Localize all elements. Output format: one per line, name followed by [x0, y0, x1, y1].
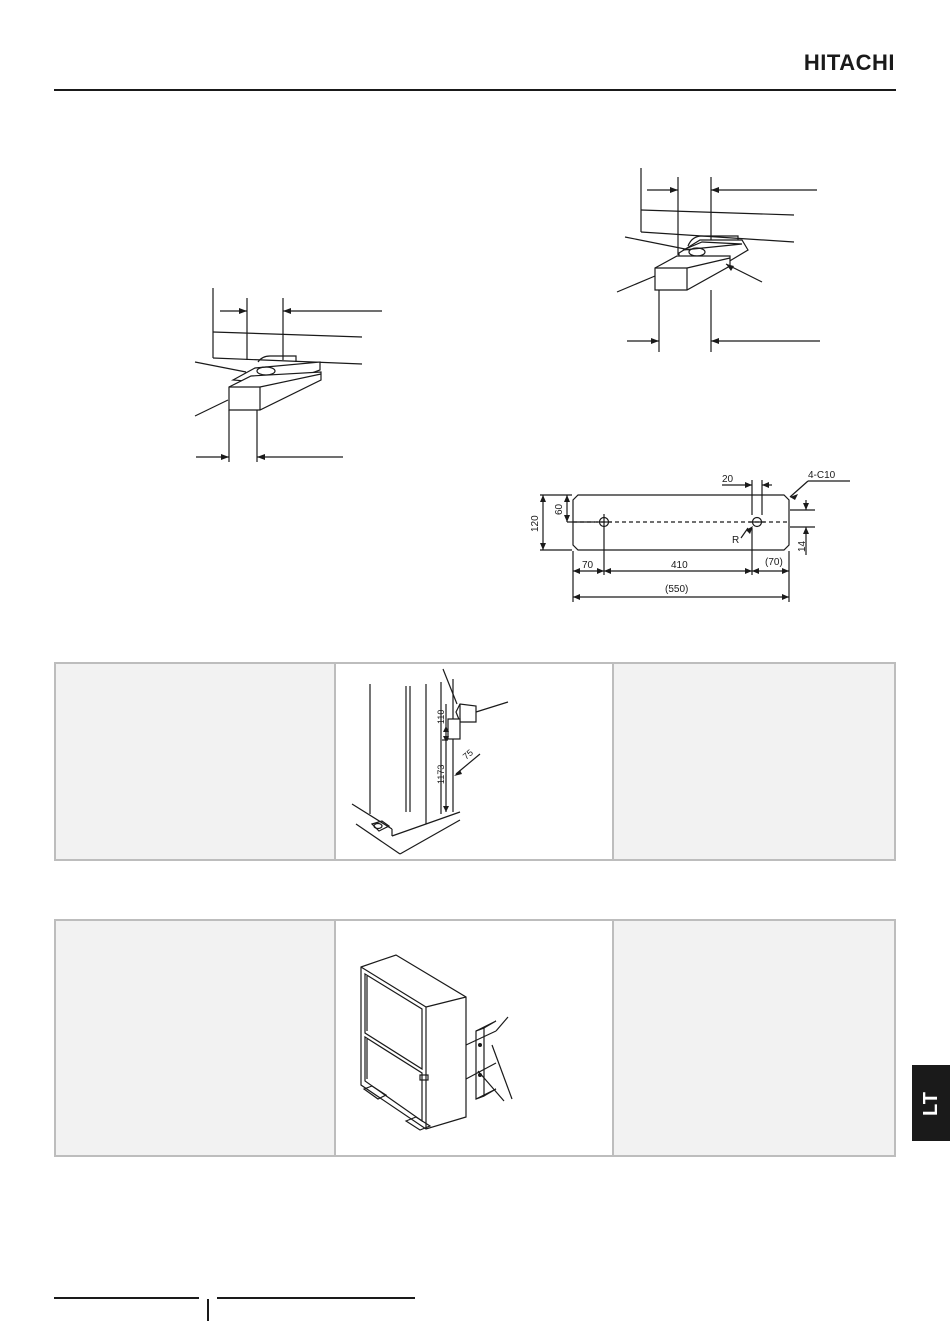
dim-right-margin-label: (70): [765, 557, 783, 568]
dim-top-label: 20: [722, 474, 734, 485]
section-tab: [912, 1065, 950, 1141]
dim-offset-label: 75: [460, 747, 475, 762]
header-rule: [54, 89, 896, 91]
right-mounting-hole: [753, 518, 762, 527]
hole-spec-label: 4-C10: [808, 470, 836, 481]
section-tab-label: LT: [919, 1090, 942, 1116]
panel-center-1: [336, 664, 615, 859]
panel-left-2: [56, 921, 336, 1155]
dim-height-total-label: 120: [530, 515, 541, 532]
hitachi-logo: HITACHI: [803, 50, 895, 75]
dim-lower-label: 1173: [435, 764, 446, 784]
wall-bracket-drawing: [336, 664, 616, 861]
base-plate-outline: [573, 495, 789, 550]
outdoor-unit-anchor-drawing: [336, 921, 616, 1157]
left-mounting-hole: [600, 518, 609, 527]
dim-hole-span-label: 410: [671, 560, 688, 571]
footer-rule-left: [54, 1297, 199, 1299]
panel-center-2: [336, 921, 615, 1155]
dim-edge-offset-label: 14: [797, 540, 808, 552]
anchor-panel-row: [54, 919, 896, 1157]
panel-right-1: [614, 664, 894, 859]
dim-height-half-label: 60: [554, 503, 565, 515]
dim-left-margin-label: 70: [582, 560, 594, 571]
dim-upper-label: 110: [435, 709, 446, 724]
dim-overall-length-label: (550): [665, 584, 689, 595]
panel-left-1: [56, 664, 336, 859]
wall-bracket-panel-row: [54, 662, 896, 861]
panel-right-2: [614, 921, 894, 1155]
footer-separator: [207, 1299, 209, 1321]
radius-label: R: [732, 535, 740, 546]
footer-rule-right: [217, 1297, 415, 1299]
